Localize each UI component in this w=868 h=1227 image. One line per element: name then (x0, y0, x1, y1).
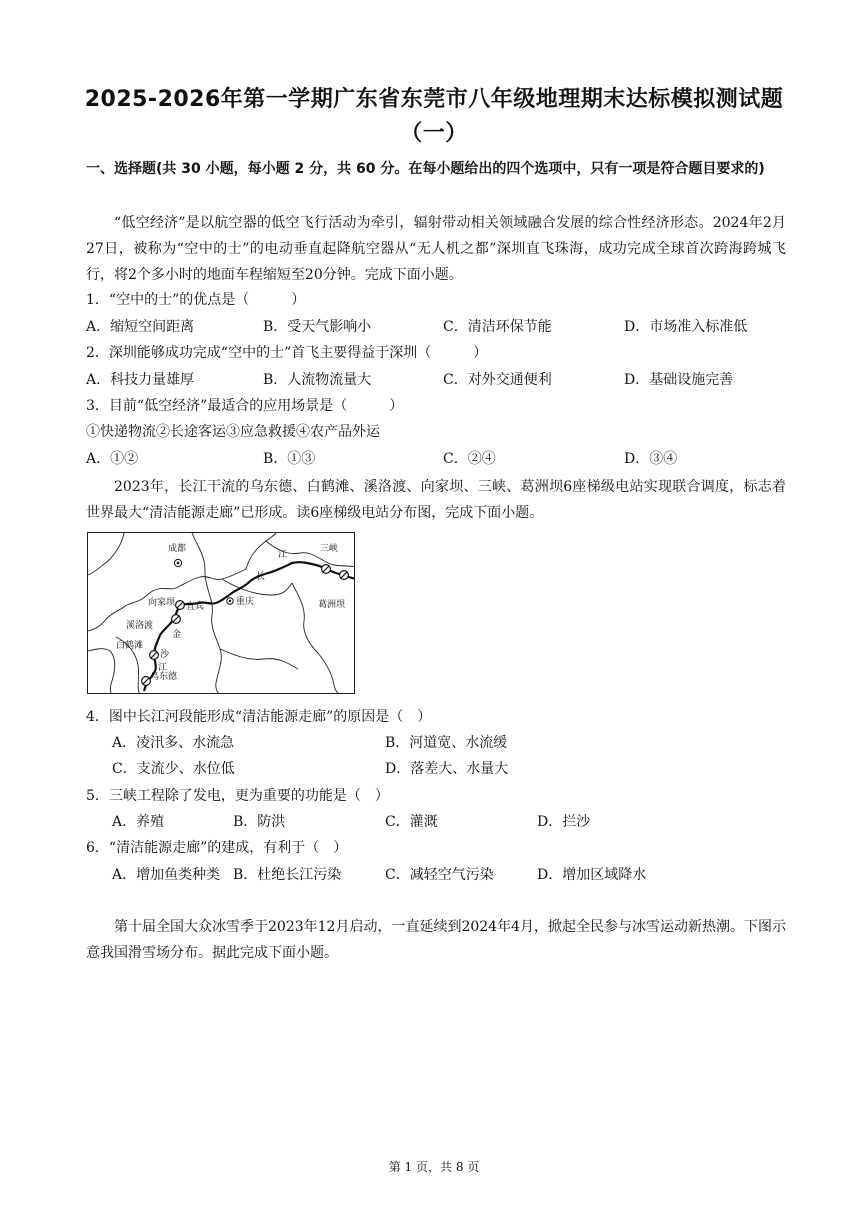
q4-option-c: C．支流少、水位低 (112, 761, 235, 777)
question-5-stem: 5．三峡工程除了发电，更为重要的功能是（ ） (86, 788, 389, 804)
q6-option-d: D．增加区域降水 (537, 867, 647, 883)
q2-option-d: D．基础设施完善 (624, 372, 734, 388)
question-3-items: ①快递物流②长途客运③应急救援④农产品外运 (86, 424, 380, 440)
q6-option-b: B．杜绝长江污染 (233, 867, 342, 883)
question-6-stem: 6．“清洁能源走廊”的建成，有利于（ ） (86, 840, 348, 856)
label-xiangjiaba: 向家坝 (148, 598, 176, 608)
label-jiang-upper: 江 (278, 550, 288, 560)
q1-option-a: A．缩短空间距离 (86, 319, 195, 335)
label-jiang-lower: 江 (158, 663, 168, 673)
q5-option-a: A．养殖 (112, 814, 165, 830)
q1-option-b: B．受天气影响小 (263, 319, 372, 335)
q4-option-b: B．河道宽、水流缓 (385, 735, 508, 751)
q5-option-c: C．灌溉 (385, 814, 438, 830)
label-xiluodu: 溪洛渡 (126, 621, 154, 631)
hydropower-station-map (87, 532, 355, 694)
station-baihetan-marker (150, 651, 159, 660)
q2-option-a: A．科技力量雄厚 (86, 372, 195, 388)
q4-option-d: D．落差大、水量大 (385, 761, 509, 777)
q5-option-d: D．拦沙 (537, 814, 591, 830)
province-boundaries (88, 533, 355, 694)
question-4-stem: 4．图中长江河段能形成“清洁能源走廊”的原因是（ ） (86, 709, 432, 725)
q3-option-b: B．①③ (263, 451, 316, 467)
label-baihetan: 白鹤滩 (116, 641, 144, 651)
label-gezhouba: 葛洲坝 (318, 600, 346, 610)
q2-option-c: C．对外交通便利 (443, 372, 552, 388)
label-chongqing: 重庆 (236, 597, 255, 607)
q3-option-d: D．③④ (624, 451, 678, 467)
label-sha: 沙 (160, 650, 170, 660)
q6-option-c: C．减轻空气污染 (385, 867, 494, 883)
q5-option-b: B．防洪 (233, 814, 286, 830)
q3-option-a: A．①② (86, 451, 139, 467)
passage-ski-resorts: 第十届全国大众冰雪季于2023年12月启动，一直延续到2024年4月，掀起全民参与冰雪运动新热潮。下图示意我国滑雪场分布。据此完成下面小题。 (86, 919, 786, 961)
station-xiangjiaba-marker (176, 601, 185, 610)
station-gezhouba-marker (340, 571, 349, 580)
q6-option-a: A．增加鱼类种类 (112, 867, 221, 883)
chongqing-city-marker (227, 598, 233, 604)
section-header: 一、选择题(共 30 小题，每小题 2 分，共 60 分。在每小题给出的四个选项中，只有一项是符合题目要求的) (86, 161, 765, 177)
q3-option-c: C．②④ (443, 451, 496, 467)
station-sanxia-marker (322, 565, 331, 574)
label-wudongde: 乌东德 (150, 672, 178, 682)
page-title: 2025-2026年第一学期广东省东莞市八年级地理期末达标模拟测试题 (84, 87, 784, 112)
label-yibin: 宜宾 (186, 602, 205, 612)
q1-option-c: C．清洁环保节能 (443, 319, 552, 335)
label-jin: 金 (172, 630, 182, 640)
q1-option-d: D．市场准入标准低 (624, 319, 748, 335)
passage-clean-energy-corridor: 2023年，长江干流的乌东德、白鹤滩、溪洛渡、向家坝、三峡、葛洲坝6座梯级电站实现联合调度，标志着世界最大“清洁能源走廊”已形成。读6座梯级电站分布图，完成下面小题。 (86, 479, 786, 521)
chengdu-city-marker (174, 559, 181, 566)
hydropower-station-markers (142, 565, 349, 686)
label-chengdu: 成都 (168, 544, 187, 554)
question-1-stem: 1．“空中的士”的优点是（ ） (86, 292, 306, 308)
passage-low-altitude-economy: “低空经济”是以航空器的低空飞行活动为牵引，辐射带动相关领域融合发展的综合性经济形态。2024年2月27日，被称为“空中的士”的电动垂直起降航空器从“无人机之都”深圳直飞珠海，成功完成全球首次跨海跨城飞行，将2个多小时的地面车程缩短至20分钟。完成下面小题。 (86, 215, 786, 283)
question-2-stem: 2．深圳能够成功完成“空中的士”首飞主要得益于深圳（ ） (86, 345, 488, 361)
station-xiluodu-marker (172, 615, 181, 624)
label-sanxia: 三峡 (320, 544, 339, 554)
question-3-stem: 3．目前“低空经济”最适合的应用场景是（ ） (86, 398, 404, 414)
page-footer: 第 1 页，共 8 页 (388, 1160, 480, 1174)
page-subtitle: （一） (400, 121, 468, 146)
label-chang: 长 (256, 572, 266, 582)
q2-option-b: B．人流物流量大 (263, 372, 372, 388)
q4-option-a: A．凌汛多、水流急 (112, 735, 235, 751)
